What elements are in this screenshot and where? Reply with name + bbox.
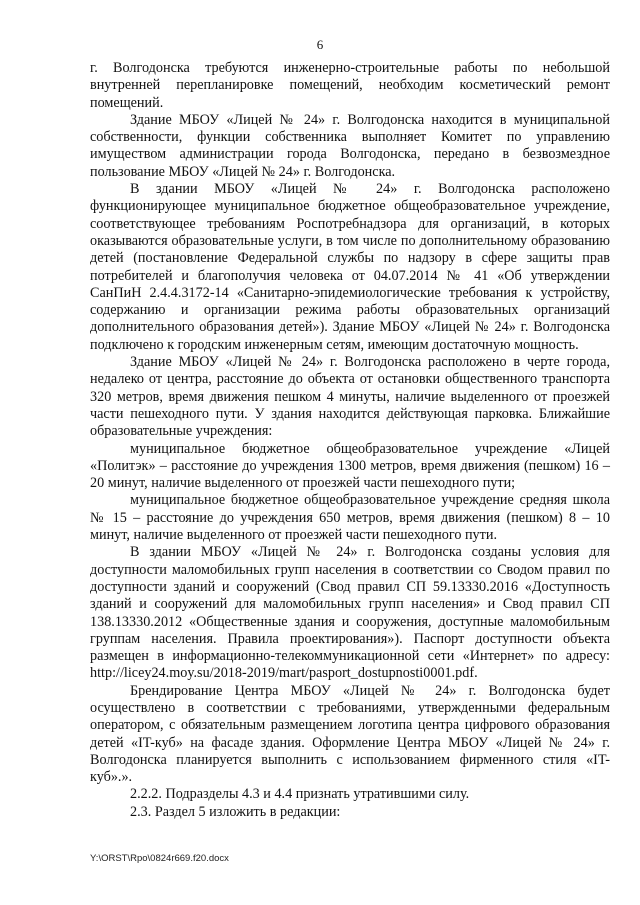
footer-file-path: Y:\ORST\Rpo\0824r669.f20.docx — [90, 853, 229, 864]
paragraph-clause-2-2-2: 2.2.2. Подразделы 4.3 и 4.4 признать утратившими силу. — [130, 786, 470, 803]
paragraph-location: Здание МБОУ «Лицей № 24» г. Волгодонска расположено в черте города, недалеко от центра, расстояние до объекта от остановки общественного транспорта 320 метров, время движения пешком 4 минуты, наличие выделенного от проезжей части пешеходного пути. У здания находится действующая парковка. Ближайшие образовательные учреждения: — [90, 354, 610, 440]
paragraph-clause-2-3: 2.3. Раздел 5 изложить в редакции: — [130, 803, 341, 820]
document-body — [90, 60, 610, 821]
paragraph-ownership: Здание МБОУ «Лицей № 24» г. Волгодонска находится в муниципальной собственности, функции собственника выполняет Комитет по управлению имуществом администрации города Волгодонска, передано в безвозмездное пользование МБОУ «Лицей № 24» г. Волгодонска. — [90, 111, 610, 180]
paragraph-nearby-school-15: муниципальное бюджетное общеобразовательное учреждение средняя школа № 15 – расстояние до учреждения 650 метров, время движения (пешком) 8 – 10 минут, наличие выделенного от проезжей части пешеходного пути. — [90, 492, 610, 544]
page-number: 6 — [316, 37, 324, 52]
paragraph-accessibility: В здании МБОУ «Лицей № 24» г. Волгодонска созданы условия для доступности маломобильных групп населения в соответствии со Сводом правил по доступности зданий и сооружений (Свод правил СП 59.13330.2016 «Доступность зданий и сооружений для маломобильных групп населения» и Свод правил СП 138.13330.2012 «Общественные здания и сооружения, доступные маломобильным группам населения. Правила проектирования»). Паспорт доступности объекта размещен в информационно-телекоммуникационной сети «Интернет» по адресу: http://licey24.moy.su/2018-2019/mart/pasport_dostupnosti0001.pdf. — [90, 544, 610, 682]
paragraph-continuation: г. Волгодонска требуются инженерно-строительные работы по небольшой внутренней перепланировке помещений, необходим косметический ремонт помещений. — [90, 60, 610, 111]
paragraph-branding: Брендирование Центра МБОУ «Лицей № 24» г. Волгодонска будет осуществлено в соответствии с требованиями, утвержденными федеральным оператором, с обязательным размещением логотипа центра цифрового образования детей «IT-куб» на фасаде здания. Оформление Центра МБОУ «Лицей № 24» г. Волгодонска планируется выполнить с использованием фирменного стиля «IT-куб».». — [90, 682, 610, 786]
paragraph-building-requirements: В здании МБОУ «Лицей № 24» г. Волгодонска расположено функционирующее муниципальное бюджетное общеобразовательное учреждение, соответствующее требованиям Роспотребнадзора для организаций, в которых оказываются образовательные услуги, в том числе по дополнительному образованию детей (постановление Федеральной службы по надзору в сфере защиты прав потребителей и благополучия человека от 04.07.2014 № 41 «Об утверждении СанПиН 2.4.4.3172-14 «Санитарно-эпидемиологические требования к устройству, содержанию и организации режима работы образовательных организаций дополнительного образования детей»). Здание МБОУ «Лицей № 24» г. Волгодонска подключено к городским инженерным сетям, имеющим достаточную мощность. — [90, 181, 610, 353]
paragraph-nearby-lyceum-politek: муниципальное бюджетное общеобразовательное учреждение «Лицей «Политэк» – расстояние до учреждения 1300 метров, время движения (пешком) 16 – 20 минут, наличие выделенного от проезжей части пешеходного пути; — [90, 440, 610, 492]
